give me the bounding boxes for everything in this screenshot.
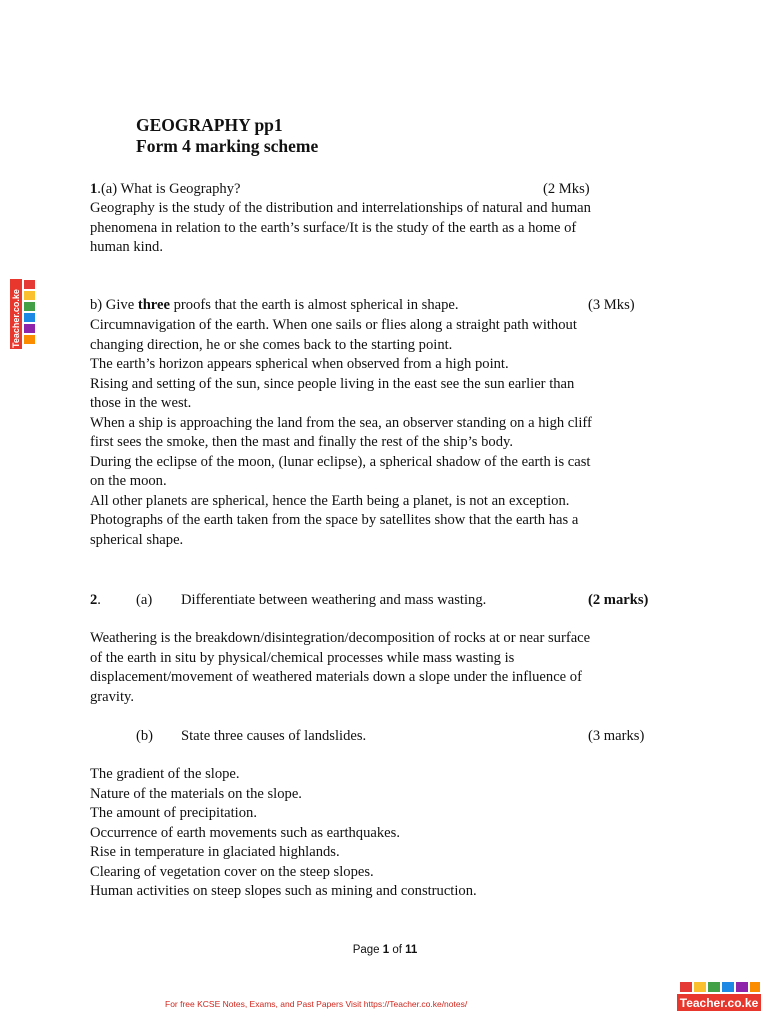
doc-title: GEOGRAPHY pp1 bbox=[136, 115, 283, 135]
q1a-answer bbox=[90, 199, 690, 258]
answer-line: The earth’s horizon appears spherical when observed from a high point. bbox=[90, 356, 509, 372]
answer-line: When a ship is approaching the land from the sea, an observer standing on a high cliff bbox=[90, 414, 592, 431]
q1-number: 1 bbox=[90, 181, 98, 197]
answer-line: of the earth in situ by physical/chemical processes while mass wasting is bbox=[90, 649, 515, 666]
page-total: 11 bbox=[405, 944, 418, 956]
page-word: Page bbox=[352, 944, 383, 956]
answer-line: first sees the smoke, then the mast and finally the rest of the ship’s body. bbox=[90, 434, 513, 450]
answer-line: The gradient of the slope. bbox=[90, 766, 240, 782]
answer-line: Clearing of vegetation cover on the steep slopes. bbox=[90, 863, 374, 880]
answer-line: Rise in temperature in glaciated highlands. bbox=[90, 844, 340, 860]
q1b-answer bbox=[90, 316, 690, 550]
answer-line: Rising and setting of the sun, since people living in the east see the sun earlier than bbox=[90, 375, 575, 392]
q2-number bbox=[90, 591, 101, 611]
q2a-marks: (2 marks) bbox=[588, 592, 649, 608]
q1b-question bbox=[90, 296, 459, 316]
answer-line: Circumnavigation of the earth. When one sails or flies along a straight path without bbox=[90, 317, 577, 333]
answer-line: Weathering is the breakdown/disintegration/decomposition of rocks at or near surface bbox=[90, 630, 591, 646]
answer-line: on the moon. bbox=[90, 473, 167, 489]
answer-line: those in the west. bbox=[90, 395, 192, 411]
q1b-emph: three bbox=[137, 297, 170, 313]
q2a-part: (a) bbox=[136, 592, 153, 608]
answer-line: gravity. bbox=[90, 688, 135, 705]
q2-number-text: 2 bbox=[90, 592, 98, 608]
q2b-marks: (3 marks) bbox=[588, 728, 645, 744]
side-logo-text: Teacher.co.ke bbox=[11, 289, 21, 348]
page-current: 1 bbox=[382, 944, 390, 956]
footer-notes-link[interactable]: For free KCSE Notes, Exams, and Past Papers Visit https://Teacher.co.ke/notes/ bbox=[165, 999, 468, 1009]
q2-number-suffix: . bbox=[97, 592, 101, 608]
corner-logo-text: Teacher.co.ke bbox=[679, 996, 759, 1010]
answer-line: Occurrence of earth movements such as earthquakes. bbox=[90, 824, 400, 841]
answer-line: During the eclipse of the moon, (lunar eclipse), a spherical shadow of the earth is cast bbox=[90, 453, 591, 470]
q2a-question: Differentiate between weathering and mass wasting. bbox=[181, 592, 487, 608]
teacher-logo-side bbox=[9, 278, 37, 350]
answer-line: All other planets are spherical, hence the Earth being a planet, is not an exception. bbox=[90, 492, 570, 509]
answer-line: spherical shape. bbox=[90, 531, 184, 548]
q1b-prefix: b) Give bbox=[90, 297, 138, 313]
q1b-marks: (3 Mks) bbox=[588, 297, 635, 313]
answer-line: Geography is the study of the distribution and interrelationships of natural and human bbox=[90, 200, 591, 216]
q1a-marks: (2 Mks) bbox=[543, 181, 590, 197]
q2b-answer bbox=[90, 765, 690, 902]
answer-line: The amount of precipitation. bbox=[90, 805, 257, 821]
doc-subtitle: Form 4 marking scheme bbox=[136, 136, 319, 156]
answer-line: Human activities on steep slopes such as mining and construction. bbox=[90, 883, 477, 899]
teacher-logo-corner[interactable] bbox=[676, 980, 762, 1012]
q2b-question: State three causes of landslides. bbox=[181, 728, 367, 744]
answer-line: displacement/movement of weathered materials down a slope under the influence of bbox=[90, 669, 582, 685]
page-number bbox=[0, 944, 770, 956]
answer-line: Photographs of the earth taken from the space by satellites show that the earth has a bbox=[90, 512, 579, 528]
q1b-rest: proofs that the earth is almost spherical in shape. bbox=[169, 297, 459, 313]
q1a-question-text: .(a) What is Geography? bbox=[97, 181, 241, 197]
q2a-answer bbox=[90, 629, 690, 707]
q2b-part: (b) bbox=[136, 728, 154, 744]
of-word: of bbox=[389, 944, 406, 956]
answer-line: changing direction, he or she comes back to the starting point. bbox=[90, 336, 453, 353]
answer-line: phenomena in relation to the earth’s surface/It is the study of the earth as a home of bbox=[90, 219, 577, 236]
q1a-question bbox=[90, 180, 240, 200]
answer-line: Nature of the materials on the slope. bbox=[90, 785, 302, 802]
answer-line: human kind. bbox=[90, 239, 163, 255]
